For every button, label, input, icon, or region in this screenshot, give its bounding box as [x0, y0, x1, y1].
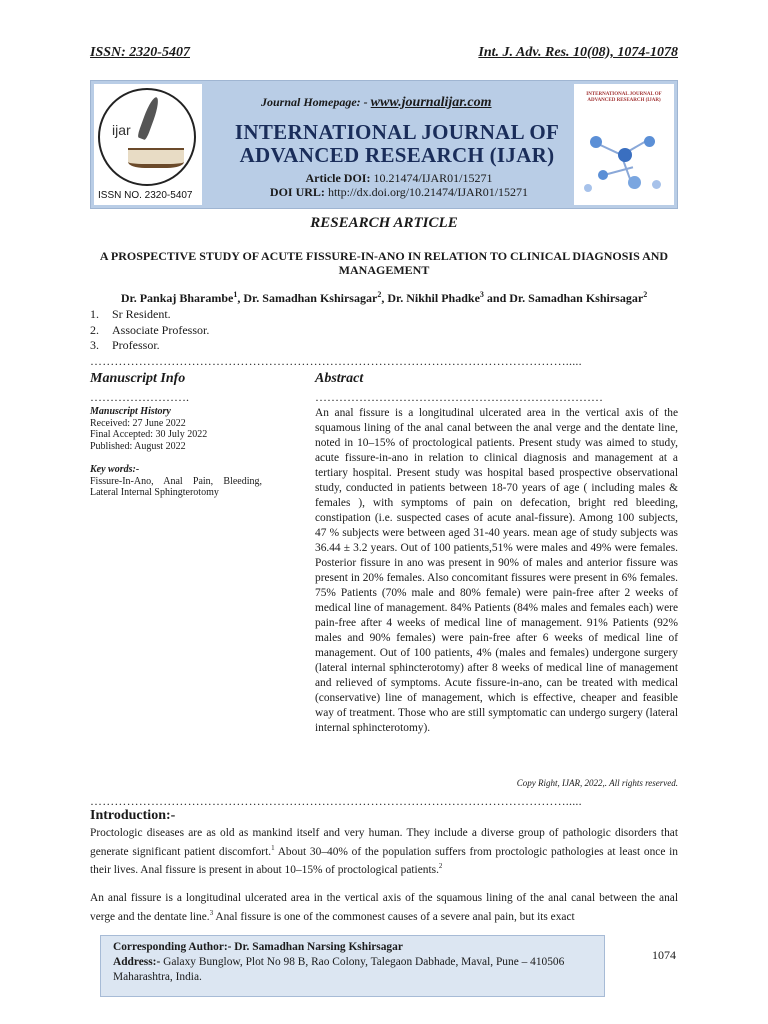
- author-name: Dr. Nikhil Phadke: [387, 291, 480, 305]
- author-affil-mark: 2: [643, 290, 648, 299]
- journal-title-line2: ADVANCED RESEARCH (IJAR): [239, 143, 555, 167]
- article-type: RESEARCH ARTICLE: [310, 215, 458, 231]
- manuscript-history-label: Manuscript History: [90, 406, 171, 417]
- doi-label: Article DOI:: [305, 171, 371, 185]
- journal-logo: [94, 84, 202, 205]
- logo-issn: ISSN NO. 2320-5407: [98, 190, 193, 201]
- journal-title: [219, 121, 575, 167]
- citation-mark: 3: [209, 908, 214, 917]
- keywords: Fissure-In-Ano, Anal Pain, Bleeding, Lateral Internal Sphingterotomy: [90, 475, 262, 498]
- logo-text: ijar: [112, 122, 131, 138]
- author-affil-mark: 3: [479, 290, 484, 299]
- section-divider: ……………………………………………………………………………………………………….....: [90, 795, 582, 807]
- journal-homepage: [261, 95, 492, 111]
- running-header: [90, 45, 678, 61]
- corresponding-author: Corresponding Author:- Dr. Samadhan Narsing Kshirsagar: [113, 941, 403, 953]
- doi-url-link[interactable]: http://dx.doi.org/10.21474/IJAR01/15271: [327, 185, 529, 199]
- accepted-date: Final Accepted: 30 July 2022: [90, 429, 208, 440]
- manuscript-info-heading: Manuscript Info: [90, 371, 186, 386]
- section-divider: ……………………………………………………………………………………………………….....: [90, 355, 582, 367]
- received-date: Received: 27 June 2022: [90, 417, 186, 429]
- author-affil-mark: 2: [377, 290, 382, 299]
- affiliation-item: 1. Sr Resident.: [90, 307, 171, 321]
- citation-mark: 1: [271, 843, 275, 852]
- affiliation-item: 2. Associate Professor.: [90, 322, 210, 337]
- abstract-heading: Abstract: [315, 371, 364, 386]
- abstract-divider: ………………………………………………………………: [315, 391, 603, 403]
- book-icon: [128, 148, 184, 168]
- journal-citation: Int. J. Adv. Res. 10(08), 1074-1078: [478, 45, 678, 60]
- cover-title: INTERNATIONAL JOURNAL OF ADVANCED RESEARCH (IJAR): [586, 92, 662, 103]
- journal-banner: [90, 80, 678, 209]
- homepage-link[interactable]: www.journalijar.com: [370, 95, 492, 110]
- author-name: Dr. Pankaj Bharambe: [120, 291, 234, 305]
- abstract-text: An anal fissure is a longitudinal ulcerated area in the vertical axis of the squamous lining of the anal canal between the anal verge and the dentate line, noted in 10–15% of proctological patients. Present study was aimed to study, acute fissure-in-ano in relation to clinical diagnosis and management at a tertiary hospital. Present study was hospital based prospective observational study, conducted in patients between 18-70 years of age ( including males & females ), with symptoms of pain on defecation, bright red bleeding, constipation (i.e. suspected cases of acute anal-fissure). Among 100 subjects, 47 % subjects were between aged 31-40 years. mean age of study subjects was 36.44 ± 3.2 years. Out of 100 patients,51% were males and 49% were females. Posterior fissure in ano was present in 90% of males and anterior fissure was present in 20% females. Also concomitant fissures were present in 6% females. 75% Patients (70% male and 80% female) were pain-free after 2 weeks of medical line of management. 84% Patients (84% males and females each) were pain-free after 4 weeks of medical line of management. 91% Patients (92% males and 90% females) were pain-free after 6 weeks of medical line of management. Out of 100 patients, 4% (males and females) undergone surgery (lateral internal sphincterotomy) after 8 weeks of medical line of management and relieved of symptoms. Acute fissure-in-ano, can be treated with medical (conservative) line of management, which is effective, cheaper and feasible way of treatment. Those who are still symptomatic can undergo surgery (lateral internal sphincterotomy).: [315, 407, 678, 734]
- intro-paragraph: An anal fissure is a longitudinal ulcerated area in the vertical axis of the squamous lining of the anal canal between the anal verge and the dentate line.$^3$ Anal fissure is one of the commonest causes of a severe anal pain, but its exact: [90, 892, 678, 923]
- affiliation-list: [90, 307, 209, 354]
- manuscript-info: [90, 406, 262, 499]
- introduction-body: [90, 826, 678, 938]
- manuscript-info-divider: …………………….: [90, 390, 189, 404]
- keywords-label: Key words:-: [90, 464, 140, 475]
- author-list: Dr. Pankaj Bharambe$^1$, Dr. Samadhan Kshirsagar$^2$, Dr. Nikhil Phadke$^3$ and Dr. Samadhan Kshirsagar$^2$: [120, 290, 648, 305]
- journal-cover-image: [574, 84, 674, 205]
- intro-paragraph: Proctologic diseases are as old as mankind itself and very human. They include a diverse group of pathologic disorders that generate significant patient discomfort.$^1$ About 30–40% of the population suffers from proctologic pathologies at least once in their lives. Anal fissure is present in about 10–15% of proctological patients.$^2$: [90, 827, 678, 876]
- doi-value: 10.21474/IJAR01/15271: [373, 171, 493, 185]
- copyright-notice: Copy Right, IJAR, 2022,. All rights reserved.: [516, 778, 678, 788]
- author-name: Dr. Samadhan Kshirsagar: [243, 291, 378, 305]
- issn-label: ISSN: 2320-5407: [90, 45, 190, 60]
- citation-mark: 2: [438, 861, 443, 870]
- published-date: Published: August 2022: [90, 440, 186, 452]
- introduction-heading: Introduction:-: [90, 808, 176, 823]
- journal-title-line1: INTERNATIONAL JOURNAL OF: [234, 120, 560, 144]
- page-number: 1074: [652, 948, 676, 962]
- article-doi-block: [231, 171, 567, 199]
- author-name: Dr. Samadhan Kshirsagar: [509, 291, 644, 305]
- paper-title: A PROSPECTIVE STUDY OF ACUTE FISSURE-IN-ANO IN RELATION TO CLINICAL DIAGNOSIS AND MANAGEMENT: [99, 249, 669, 277]
- homepage-label: Journal Homepage: -: [261, 95, 368, 109]
- author-address: Address:- Galaxy Bunglow, Plot No 98 B, Rao Colony, Talegaon Dabhade, Maval, Pune – 410506 Maharashtra, India.: [113, 956, 565, 983]
- author-affil-mark: 1: [233, 290, 238, 299]
- affiliation-item: 3. Professor.: [90, 338, 160, 352]
- corresponding-author-box: [100, 935, 605, 997]
- doi-url-label: DOI URL:: [269, 185, 325, 199]
